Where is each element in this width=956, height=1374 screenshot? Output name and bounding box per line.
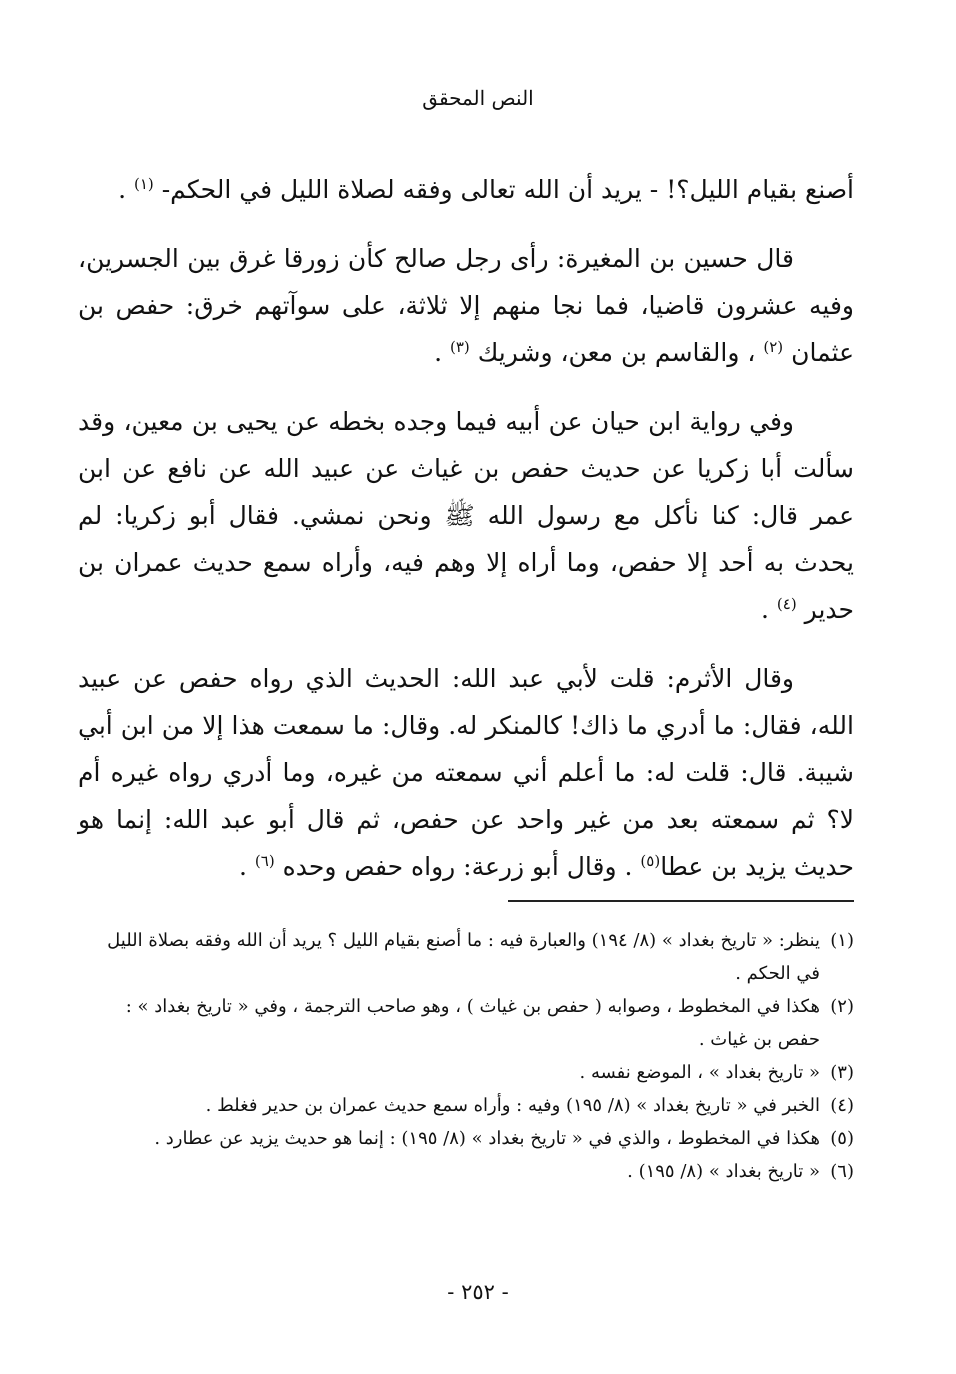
footnote-ref-2[interactable]: (٢) — [763, 338, 784, 356]
footnote-4 — [78, 1089, 854, 1122]
footnote-text: هكذا في المخطوط ، وصوابه ( حفص بن غياث ) ، وهو صاحب الترجمة ، وفي « تاريخ بغداد » : حفص بن غياث . — [125, 996, 820, 1050]
running-header: النص المحقق — [422, 86, 534, 110]
paragraph-2-end: . — [434, 338, 450, 367]
footnote-3 — [78, 1056, 854, 1089]
footnote-separator — [508, 900, 854, 902]
footnote-text: الخبر في « تاريخ بغداد » (٨/ ١٩٥) وفيه : وأراه سمع حديث عمران بن حدير فغلط . — [205, 1095, 820, 1116]
paragraph-4-end: . — [239, 852, 255, 881]
footnotes-section — [78, 924, 854, 1188]
paragraph-2-text-a: قال حسين بن المغيرة: رأى رجل صالح كأن زورقا غرق بين الجسرين، وفيه عشرون قاضيا، فما نجا منهم إلا ثلاثة، على سوآتهم خرق: حفص بن عثمان — [78, 244, 854, 367]
footnote-6 — [78, 1155, 854, 1188]
footnote-ref-4[interactable]: (٤) — [776, 595, 797, 613]
footnote-ref-5[interactable]: (٥) — [640, 852, 661, 870]
footnote-number: (٥) — [830, 1128, 854, 1149]
footnote-text: « تاريخ بغداد » ، الموضع نفسه . — [579, 1062, 820, 1083]
footnote-number: (٤) — [830, 1095, 854, 1116]
paragraph-1 — [78, 166, 854, 213]
footnote-5 — [78, 1122, 854, 1155]
paragraph-3-end: . — [761, 595, 777, 624]
paragraph-4-text-a: وقال الأثرم: قلت لأبي عبد الله: الحديث الذي رواه حفص عن عبيد الله، فقال: ما أدري ما ذاك! كالمنكر له. وقال: ما سمعت هذا إلا من ابن أبي شيبة. قال: قلت له: ما أعلم أني سمعته من غيره، وما أدري رواه غيره أم لا؟ ثم سمعته بعد من غير واحد عن حفص، ثم قال أبو عبد الله: إنما هو حديث يزيد بن عطا — [78, 664, 854, 881]
footnote-ref-1[interactable]: (١) — [134, 175, 154, 193]
footnote-2 — [78, 990, 854, 1056]
footnote-text: ينظر: « تاريخ بغداد » (٨/ ١٩٤) والعبارة فيه : ما أصنع بقيام الليل ؟ يريد أن الله وفقه بصلاة الليل في الحكم . — [107, 930, 820, 984]
footnote-number: (٣) — [830, 1062, 854, 1083]
footnote-1 — [78, 924, 854, 990]
paragraph-3 — [78, 398, 854, 633]
paragraph-1-text: أصنع بقيام الليل؟! - يريد أن الله تعالى وفقه لصلاة الليل في الحكم- — [161, 175, 854, 204]
footnote-text: « تاريخ بغداد » (٨/ ١٩٥) . — [627, 1161, 820, 1182]
footnote-ref-3[interactable]: (٣) — [449, 338, 470, 356]
main-text — [78, 166, 854, 912]
paragraph-2-text-b: ، والقاسم بن معن، وشريك — [477, 338, 764, 367]
footnote-number: (١) — [830, 930, 854, 951]
footnote-text: هكذا في المخطوط ، والذي في « تاريخ بغداد » (٨/ ١٩٥) : إنما هو حديث يزيد عن عطارد . — [154, 1128, 820, 1149]
paragraph-4 — [78, 655, 854, 890]
paragraph-4-text-b: . وقال أبو زرعة: رواه حفص وحده — [282, 852, 641, 881]
footnote-number: (٢) — [830, 996, 854, 1017]
paragraph-2 — [78, 235, 854, 376]
footnote-number: (٦) — [830, 1161, 854, 1182]
page-number: - ٢٥٢ - — [447, 1280, 509, 1304]
footnote-ref-6[interactable]: (٦) — [254, 852, 275, 870]
paragraph-1-end: . — [118, 175, 134, 204]
paragraph-3-text: وفي رواية ابن حيان عن أبيه فيما وجده بخطه عن يحيى بن معين، وقد سألت أبا زكريا عن حديث حفص بن غياث عن عبيد الله عن نافع عن ابن عمر قال: كنا نأكل مع رسول الله ﷺ ونحن نمشي. فقال أبو زكريا: لم يحدث به أحد إلا حفص، وما أراه إلا وهم فيه، وأراه سمع حديث عمران بن حدير — [78, 407, 854, 624]
